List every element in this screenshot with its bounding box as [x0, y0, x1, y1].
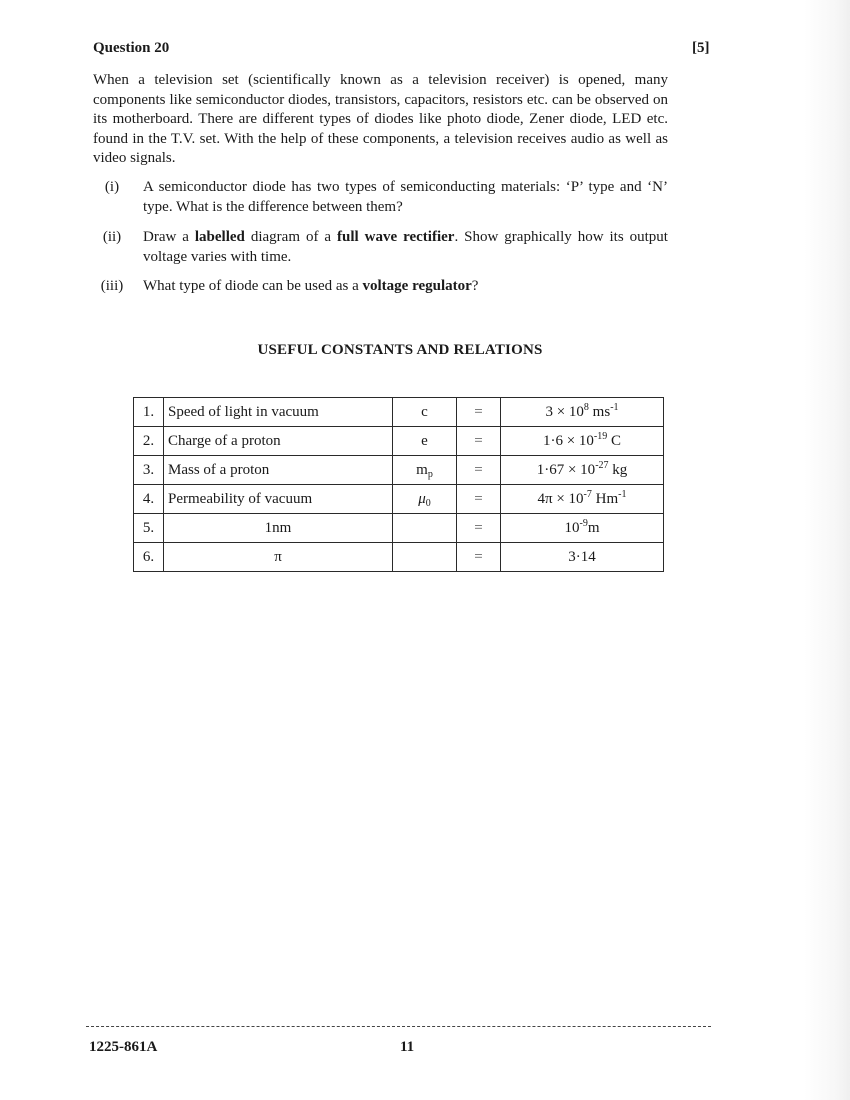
- constant-symbol: c: [393, 398, 457, 427]
- constant-value: 3·14: [501, 543, 664, 572]
- row-number: 4.: [134, 485, 164, 514]
- equals-sign: =: [457, 427, 501, 456]
- emphasis-full-wave-rectifier: full wave rectifier: [337, 229, 455, 245]
- constant-name: Mass of a proton: [164, 456, 393, 485]
- equals-sign: =: [457, 543, 501, 572]
- table-row: [134, 456, 664, 485]
- constant-value: $4\pi \times 10^{-7}$ $Hm^{-1}$: [501, 485, 664, 514]
- emphasis-voltage-regulator: voltage regulator: [362, 278, 472, 294]
- table-row: [134, 398, 664, 427]
- table-row: [134, 543, 664, 572]
- constant-name: π: [164, 543, 393, 572]
- page-edge-shadow: [804, 0, 850, 1100]
- constant-symbol: $\mu_0$: [393, 485, 457, 514]
- constants-table: [133, 397, 664, 572]
- equals-sign: =: [457, 456, 501, 485]
- paper-code: 1225-861A: [89, 1039, 158, 1055]
- emphasis-labelled: labelled: [194, 229, 245, 245]
- equals-sign: =: [457, 485, 501, 514]
- equals-sign: =: [457, 398, 501, 427]
- page-number: 11: [400, 1039, 415, 1055]
- row-number: 6.: [134, 543, 164, 572]
- question-part-i: [93, 178, 668, 217]
- constant-symbol: [393, 543, 457, 572]
- footer-divider: [86, 1026, 711, 1027]
- constant-name: Permeability of vacuum: [164, 485, 393, 514]
- constant-symbol: $m_p$: [393, 456, 457, 485]
- table-row: [134, 427, 664, 456]
- part-text: What type of diode can be used as a voltage regulator?: [143, 278, 479, 294]
- constant-value: $1\cdot 67 \times 10^{-27}$ kg: [501, 456, 664, 485]
- row-number: 1.: [134, 398, 164, 427]
- constant-value: $10^{-9}m$: [501, 514, 664, 543]
- row-number: 3.: [134, 456, 164, 485]
- constants-heading: USEFUL CONSTANTS AND RELATIONS: [257, 342, 543, 358]
- part-number: (ii): [102, 229, 122, 245]
- table-row: [134, 514, 664, 543]
- part-number: (i): [104, 179, 120, 195]
- table-row: [134, 485, 664, 514]
- question-part-iii: [93, 277, 668, 297]
- row-number: 2.: [134, 427, 164, 456]
- row-number: 5.: [134, 514, 164, 543]
- question-marks: [5]: [692, 40, 710, 56]
- constant-value: $1\cdot 6 \times 10^{-19}$ C: [501, 427, 664, 456]
- question-intro: When a television set (scientifically known as a television receiver) is opened, many components like semiconductor diodes, transistors, capacitors, resistors etc. can be observed on its motherboard. There are different types of diodes like photo diode, Zener diode, LED etc. found in the T.V. set. With the help of these components, a television receives audio as well as video signals.: [93, 72, 668, 166]
- constant-name: Charge of a proton: [164, 427, 393, 456]
- constant-value: $3 \times 10^8$ $ms^{-1}$: [501, 398, 664, 427]
- constant-symbol: [393, 514, 457, 543]
- part-text: A semiconductor diode has two types of semiconducting materials: ‘P’ type and ‘N’ type. What is the difference between them?: [143, 179, 668, 215]
- constant-symbol: e: [393, 427, 457, 456]
- equals-sign: =: [457, 514, 501, 543]
- question-title: Question 20: [93, 40, 170, 56]
- part-text: Draw a labelled diagram of a full wave rectifier. Show graphically how its output voltage varies with time.: [143, 229, 668, 265]
- constant-name: 1nm: [164, 514, 393, 543]
- question-part-ii: [93, 228, 668, 267]
- constant-name: Speed of light in vacuum: [164, 398, 393, 427]
- part-number: (iii): [100, 278, 124, 294]
